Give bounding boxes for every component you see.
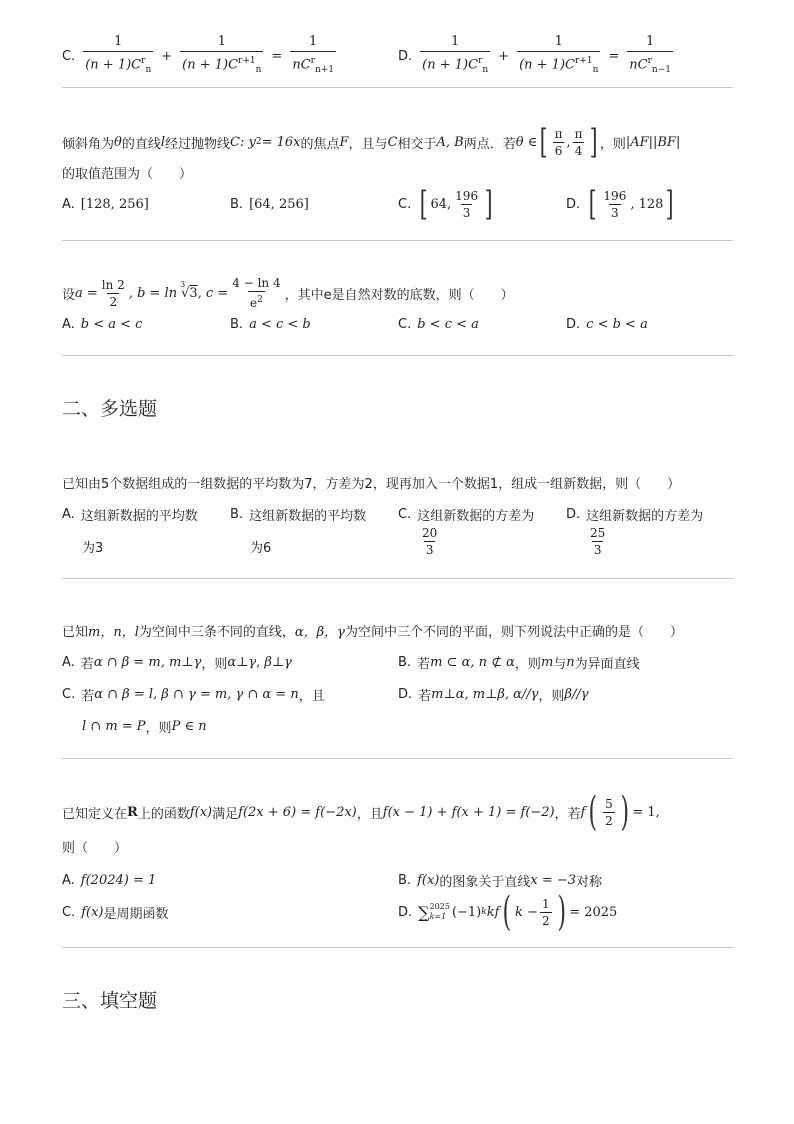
q4-option-b[interactable]: B. 这组新数据的平均数 为6 (230, 506, 367, 556)
q2-option-a[interactable]: A. [128, 256] (62, 196, 149, 212)
fraction: $\frac{196}{3}$ (455, 188, 479, 220)
fraction: $\frac{1}{nC^r_{n-1}}$ (627, 34, 673, 78)
divider (62, 355, 733, 356)
divider (62, 578, 733, 579)
q1-option-c: C. $\frac{1}{(n + 1)C^r_n}$ + $\frac{1}{(n + 1)C^{r+1}_n}$ = $\frac{1}{nC^r_{n+1}}$ (62, 36, 338, 76)
fraction: $\frac{25}{3}$ (590, 526, 606, 557)
fraction: $\frac{5}{2}$ (605, 796, 613, 828)
divider (62, 758, 733, 759)
q6-option-d[interactable]: D. ∑ 2025 k=1 (−1) k kf ( k − $\frac{1}{2}$ ) = 2025 (398, 889, 618, 935)
fraction: $\frac{\ln 2}{2}$ (101, 277, 125, 309)
q3-option-c[interactable]: C. b < c < a (398, 316, 479, 332)
q4-option-a[interactable]: A. 这组新数据的平均数 为3 (62, 506, 198, 556)
q2-option-d[interactable]: D. [ $\frac{196}{3}$ , 128 ] (566, 184, 675, 224)
q2-stem: 倾斜角为 θ 的直线 l 经过抛物线 C : y 2 = 16x 的焦点 F ，且与 C 相交于 A, B 两点．若 θ ∈ [ $\frac{\pi}{6}$ , $\frac{\pi}{4}$ ] ，则 |AF||BF| (62, 122, 681, 162)
section-heading-fill-in: 三、填空题 (62, 990, 158, 1012)
fraction: $\frac{\pi}{4}$ (574, 126, 583, 158)
option-label: C. (62, 48, 76, 64)
q4-stem: 已知由5个数据组成的一组数据的平均数为7，方差为2，现再加入一个数据1，组成一组新数据，则（ ） (62, 476, 681, 492)
fraction: $\frac{1}{(n + 1)C^r_n}$ (420, 34, 490, 78)
fraction: $\frac{1}{nC^r_{n+1}}$ (290, 34, 336, 78)
q6-stem-cont: 则（ ） (62, 840, 128, 856)
section-heading-multi-choice: 二、多选题 (62, 398, 158, 420)
q2-option-c[interactable]: C. [ 64, $\frac{196}{3}$ ] (398, 184, 493, 224)
divider (62, 240, 733, 241)
fraction: $\frac{1}{(n + 1)C^{r+1}_n}$ (517, 34, 600, 78)
fraction: $\frac{20}{3}$ (422, 526, 438, 557)
divider (62, 87, 733, 88)
q3-stem: 设 a = $\frac{\ln 2}{2}$ , b = ln 3 √3 , c = $\frac{4 - \ln 4}{e^2}$ ，其中e是自然对数的底数，则（ ） (62, 276, 514, 310)
q3-option-b[interactable]: B. a < c < b (230, 316, 311, 332)
q4-option-d[interactable]: D. 这组新数据的方差为 $\frac{25}{3}$ (566, 506, 704, 557)
option-label: D. (398, 48, 413, 64)
fraction: $\frac{1}{2}$ (541, 896, 550, 928)
q6-option-a[interactable]: A. f(2024) = 1 (62, 872, 157, 888)
fraction: $\frac{1}{(n + 1)C^{r+1}_n}$ (180, 34, 263, 78)
cube-root: 3 √3 (180, 279, 198, 301)
q5-option-d[interactable]: D. 若 m⊥α, m⊥β, α//γ ，则 β//γ (398, 686, 589, 704)
q6-option-c[interactable]: C. f(x) 是周期函数 (62, 904, 169, 922)
q6-option-b[interactable]: B. f(x) 的图象关于直线 x = −3 对称 (398, 872, 603, 890)
q5-option-b[interactable]: B. 若 m ⊂ α, n ⊄ α ，则 m 与 n 为异面直线 (398, 654, 640, 672)
q2-option-b[interactable]: B. [64, 256] (230, 196, 309, 212)
fraction: $\frac{\pi}{6}$ (554, 126, 563, 158)
q5-option-c[interactable]: C. 若 α ∩ β = l, β ∩ γ = m, γ ∩ α = n ，且 l ∩ m = P ，则 P ∈ n (62, 686, 325, 736)
fraction: $\frac{4 - \ln 4}{e^2}$ (232, 276, 281, 310)
q5-stem: 已知 m，n，l 为空间中三条不同的直线， α，β，γ 为空间中三个不同的平面，则下列说法中正确的是（ ） (62, 624, 683, 640)
q3-option-a[interactable]: A. b < a < c (62, 316, 143, 332)
q4-option-c[interactable]: C. 这组新数据的方差为 $\frac{20}{3}$ (398, 506, 535, 557)
fraction: $\frac{196}{3}$ (603, 188, 627, 220)
q6-stem: 已知定义在 R 上的函数 f(x) 满足 f(2x + 6) = f(−2x) ，且 f(x − 1) + f(x + 1) = f(−2) ，若 f ( $\frac{5}{2}$ ) = 1, (62, 789, 660, 835)
fraction: $\frac{1}{(n + 1)C^r_n}$ (83, 34, 153, 78)
q2-stem-cont: 的取值范围为（ ） (62, 166, 193, 182)
divider (62, 947, 733, 948)
q3-option-d[interactable]: D. c < b < a (566, 316, 648, 332)
q1-option-d: D. $\frac{1}{(n + 1)C^r_n}$ + $\frac{1}{(n + 1)C^{r+1}_n}$ = $\frac{1}{nC^r_{n-1}}$ (398, 36, 675, 76)
q5-option-a[interactable]: A. 若 α ∩ β = m, m⊥γ ，则 α⊥γ, β⊥γ (62, 654, 292, 672)
